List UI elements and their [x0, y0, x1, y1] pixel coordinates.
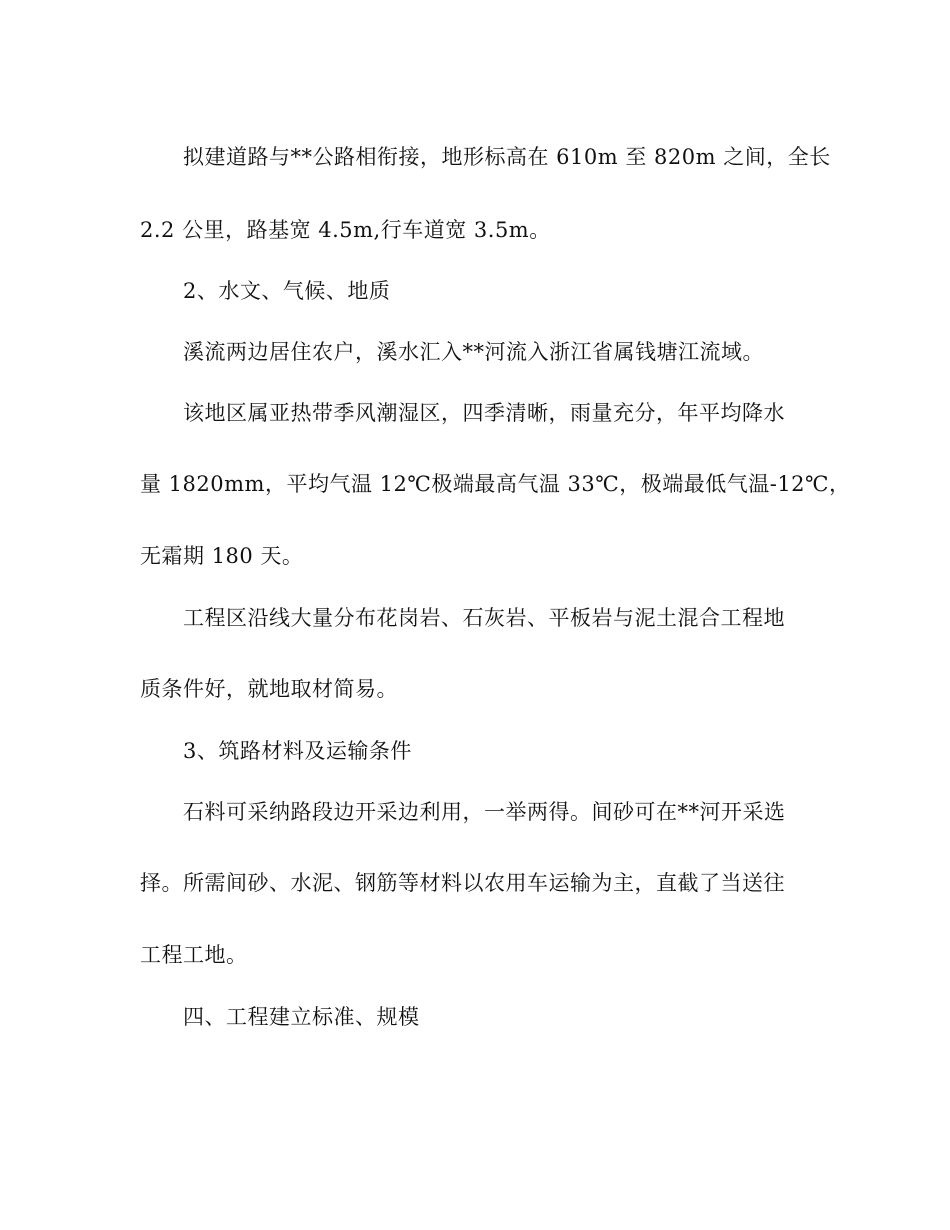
- paragraph-road-line-1: 拟建道路与**公路相衔接，地形标高在 610m 至 820m 之间，全长: [183, 145, 831, 169]
- paragraph-materials-line-3: 工程工地。: [140, 943, 248, 967]
- paragraph-geology-line-2: 质条件好，就地取材简易。: [140, 677, 398, 701]
- section-heading-hydrology: 2、水文、气候、地质: [183, 279, 391, 303]
- paragraph-climate-line-3: 无霜期 180 天。: [140, 544, 304, 568]
- paragraph-materials-line-1: 石料可采纳路段边开采边利用，一举两得。间砂可在**河开采选: [183, 800, 786, 824]
- section-heading-standards: 四、工程建立标准、规模: [183, 1005, 420, 1029]
- section-heading-materials: 3、筑路材料及运输条件: [183, 739, 412, 763]
- paragraph-climate-line-2: 量 1820mm，平均气温 12℃极端最高气温 33℃，极端最低气温-12℃，: [140, 472, 851, 496]
- paragraph-stream: 溪流两边居住农户，溪水汇入**河流入浙江省属钱塘江流域。: [183, 340, 764, 364]
- paragraph-materials-line-2: 择。所需间砂、水泥、钢筋等材料以农用车运输为主，直截了当送往: [140, 871, 785, 895]
- paragraph-geology-line-1: 工程区沿线大量分布花岗岩、石灰岩、平板岩与泥土混合工程地: [183, 606, 785, 630]
- paragraph-road-line-2: 2.2 公里，路基宽 4.5m,行车道宽 3.5m。: [140, 218, 551, 242]
- paragraph-climate-line-1: 该地区属亚热带季风潮湿区，四季清晰，雨量充分，年平均降水: [183, 401, 785, 425]
